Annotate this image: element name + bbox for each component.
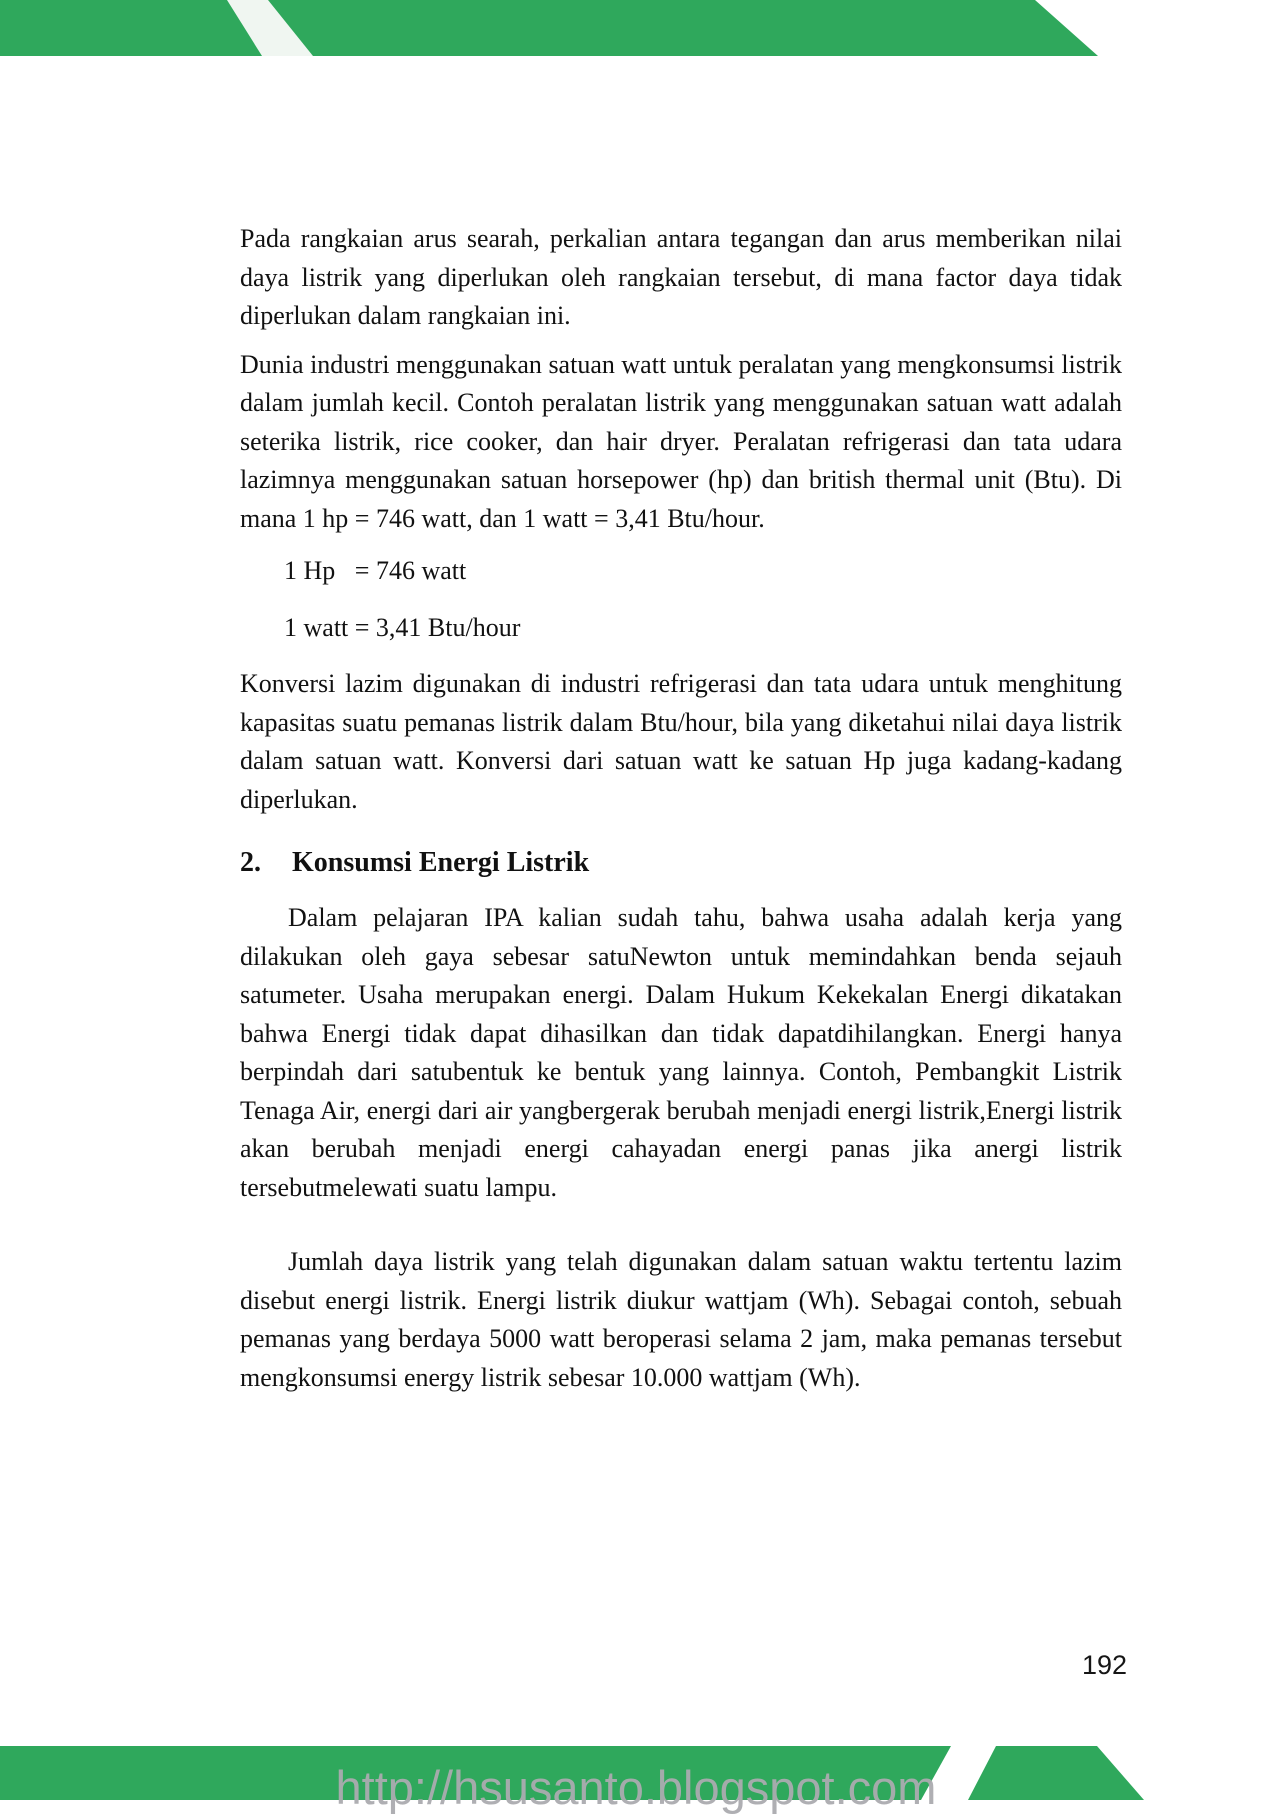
section-heading xyxy=(240,843,1122,883)
section-number: 2. xyxy=(240,847,261,878)
watermark-url: http://hsusanto.blogspot.com xyxy=(335,1761,937,1814)
footer-accent-shape xyxy=(968,1746,1144,1800)
section-title: Konsumsi Energi Listrik xyxy=(292,847,590,878)
text-column xyxy=(240,220,1122,1407)
paragraph-energi: Dalam pelajaran IPA kalian sudah tahu, bahwa usaha adalah kerja yang dilakukan oleh gaya sebesar satuNewton untuk memindahkan benda sejauh satumeter. Usaha merupakan energi. Dalam Hukum Kekekalan Energi dikatakan bahwa Energi tidak dapat dihasilkan dan tidak dapatdihilangkan. Energi hanya berpindah dari satubentuk ke bentuk yang lainnya. Contoh, Pembangkit Listrik Tenaga Air, energi dari air yangbergerak berubah menjadi energi listrik,Energi listrik akan berubah menjadi energi cahayadan energi panas jika anergi listrik tersebutmelewati suatu lampu. xyxy=(240,903,1122,1202)
header-band xyxy=(0,0,1272,56)
paragraph-dc-circuit: Pada rangkaian arus searah, perkalian antara tegangan dan arus memberikan nilai daya listrik yang diperlukan oleh rangkaian tersebut, di mana factor daya tidak diperlukan dalam rangkaian ini. xyxy=(240,224,1122,330)
page-number: 192 xyxy=(1081,1650,1127,1680)
paragraph-konversi: Konversi lazim digunakan di industri refrigerasi dan tata udara untuk menghitung kapasitas suatu pemanas listrik dalam Btu/hour, bila yang diketahui nilai daya listrik dalam satuan watt. Konversi dari satuan watt ke satuan Hp juga kadang-kadang diperlukan. xyxy=(240,669,1122,814)
equation-watt-btu: 1 watt = 3,41 Btu/hour xyxy=(284,612,521,642)
equation-hp-watt: 1 Hp = 746 watt xyxy=(284,556,467,585)
paragraph-wattjam: Jumlah daya listrik yang telah digunakan dalam satuan waktu tertentu lazim disebut energi listrik. Energi listrik diukur wattjam (Wh). Sebagai contoh, sebuah pemanas yang berdaya 5000 watt beroperasi selama 2 jam, maka pemanas tersebut mengkonsumsi energy listrik sebesar 10.000 wattjam (Wh). xyxy=(240,1247,1122,1392)
paragraph-watt-unit: Dunia industri menggunakan satuan watt untuk peralatan yang mengkonsumsi listrik dalam jumlah kecil. Contoh peralatan listrik yang menggunakan satuan watt adalah seterika listrik, rice cooker, dan hair dryer. Peralatan refrigerasi dan tata udara lazimnya menggunakan satuan horsepower (hp) dan british thermal unit (Btu). Di mana 1 hp = 746 watt, dan 1 watt = 3,41 Btu/hour. xyxy=(240,349,1122,533)
header-band-shape xyxy=(0,0,1098,56)
